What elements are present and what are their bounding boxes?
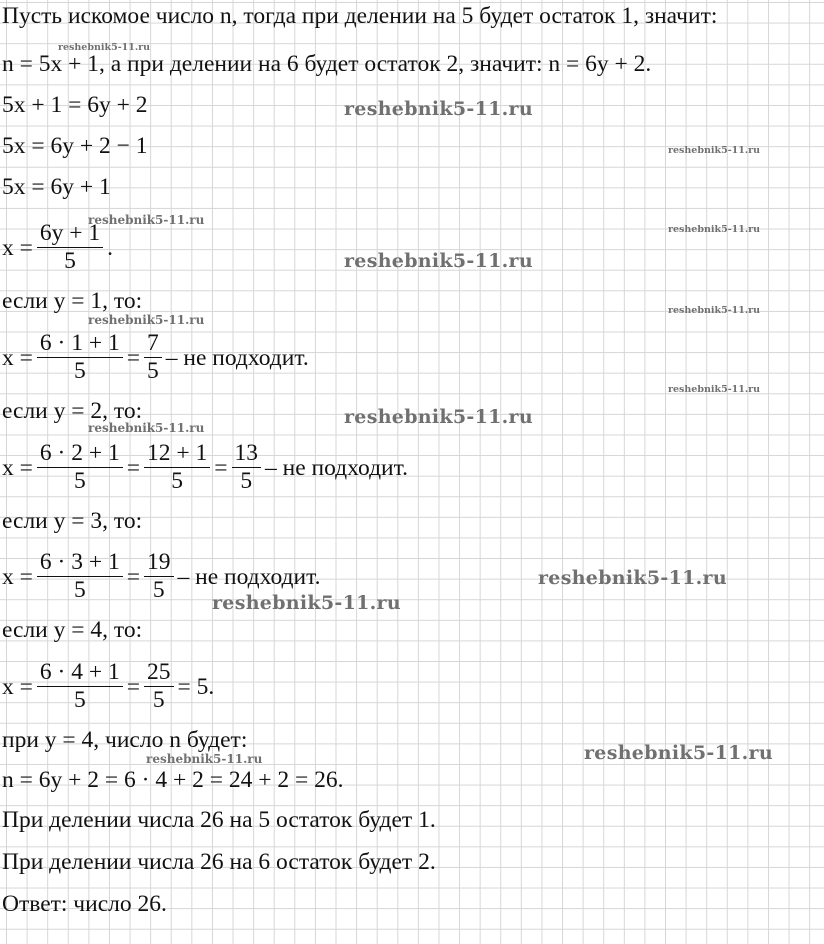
x-lhs: x =	[2, 344, 33, 371]
denominator: 5	[152, 687, 165, 713]
watermark-text: reshebnik5-11.ru	[668, 145, 761, 156]
denominator: 5	[73, 687, 86, 713]
numerator: 6 · 4 + 1	[37, 659, 123, 687]
case-y1-label: если y = 1, то:	[2, 288, 143, 314]
x-lhs: x =	[2, 673, 33, 700]
found-n-label: при y = 4, число n будет:	[2, 727, 248, 753]
watermark-text: reshebnik5-11.ru	[212, 592, 401, 614]
numerator: 13	[232, 440, 262, 468]
denominator: 5	[73, 468, 86, 494]
fraction	[144, 659, 174, 714]
equation-3: 5x = 6y + 1	[2, 174, 111, 200]
denominator: 5	[171, 468, 183, 494]
numerator: 6 · 1 + 1	[37, 330, 123, 358]
verdict-text: – не подходит.	[165, 344, 309, 371]
watermark-text: reshebnik5-11.ru	[58, 42, 151, 53]
equals-sign: =	[126, 344, 140, 371]
denominator: 5	[73, 358, 86, 384]
fraction	[232, 440, 262, 495]
watermark-text: reshebnik5-11.ru	[88, 421, 205, 435]
denominator: 5	[152, 577, 165, 603]
answer-line: Ответ: число 26.	[2, 891, 167, 917]
fraction	[144, 330, 162, 385]
equals-sign: =	[126, 563, 140, 590]
case-y4-calc	[2, 659, 214, 714]
equation-1: 5x + 1 = 6y + 2	[2, 92, 148, 118]
watermark-text: reshebnik5-11.ru	[584, 742, 773, 764]
numerator: 12 + 1	[144, 440, 210, 468]
watermark-text: reshebnik5-11.ru	[88, 313, 205, 327]
numerator: 6y + 1	[37, 220, 103, 248]
check-div-6: При делении числа 26 на 6 остаток будет 2.	[2, 849, 436, 875]
fraction	[144, 549, 174, 604]
numerator: 7	[144, 330, 162, 358]
fraction	[37, 659, 123, 714]
numerator: 25	[144, 659, 174, 687]
x-lhs: x =	[2, 563, 33, 590]
denominator: 5	[64, 248, 76, 274]
watermark-text: reshebnik5-11.ru	[538, 567, 727, 589]
case-y2-label: если y = 2, то:	[2, 398, 143, 424]
equals-sign: =	[214, 454, 228, 481]
x-lhs: x =	[2, 454, 33, 481]
denominator: 5	[73, 577, 86, 603]
watermark-text: reshebnik5-11.ru	[668, 224, 761, 235]
watermark-text: reshebnik5-11.ru	[344, 250, 533, 272]
equals-sign: =	[126, 673, 140, 700]
check-div-5: При делении числа 26 на 5 остаток будет 1.	[2, 807, 436, 833]
denominator: 5	[147, 358, 159, 384]
equation-2: 5x = 6y + 2 − 1	[2, 133, 148, 159]
watermark-text: reshebnik5-11.ru	[146, 752, 263, 766]
case-y4-label: если y = 4, то:	[2, 617, 143, 643]
numerator: 6 · 3 + 1	[37, 549, 123, 577]
case-y2-calc	[2, 440, 408, 495]
result-text: = 5.	[177, 673, 215, 700]
verdict-text: – не подходит.	[177, 563, 321, 590]
line-intro: Пусть искомое число n, тогда при делении на 5 будет остаток 1, значит:	[2, 3, 718, 29]
verdict-text: – не подходит.	[265, 454, 408, 481]
case-y1-calc	[2, 330, 309, 385]
equation-x-fraction	[2, 220, 113, 275]
line-conditions: n = 5x + 1, а при делении на 6 будет остаток 2, значит: n = 6y + 2.	[2, 51, 652, 77]
n-calculation: n = 6y + 2 = 6 · 4 + 2 = 24 + 2 = 26.	[2, 767, 344, 793]
watermark-text: reshebnik5-11.ru	[344, 406, 533, 428]
numerator: 6 · 2 + 1	[37, 440, 123, 468]
case-y3-calc	[2, 549, 320, 604]
period: .	[107, 234, 114, 261]
case-y3-label: если y = 3, то:	[2, 508, 143, 534]
denominator: 5	[240, 468, 253, 494]
fraction	[37, 330, 123, 385]
equals-sign: =	[126, 454, 140, 481]
fraction	[37, 220, 103, 275]
fraction	[37, 549, 123, 604]
fraction	[144, 440, 210, 495]
watermark-text: reshebnik5-11.ru	[88, 213, 205, 227]
watermark-text: reshebnik5-11.ru	[668, 384, 761, 395]
x-lhs: x =	[2, 234, 33, 261]
numerator: 19	[144, 549, 174, 577]
fraction	[37, 440, 123, 495]
watermark-text: reshebnik5-11.ru	[668, 305, 761, 316]
watermark-text: reshebnik5-11.ru	[344, 98, 533, 120]
